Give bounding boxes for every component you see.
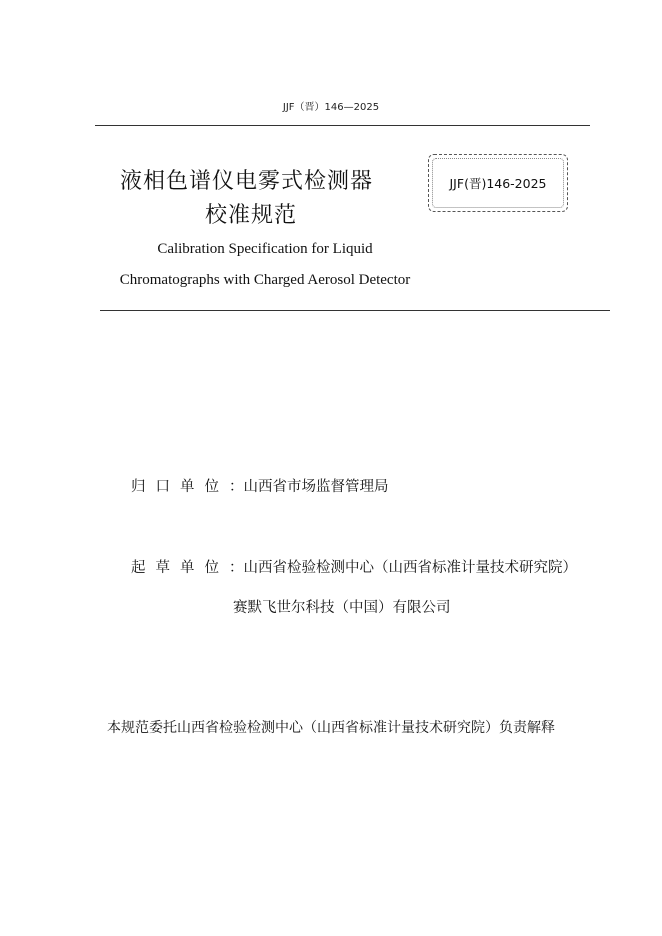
title-divider [100, 310, 610, 311]
responsible-unit-separator: ： [229, 479, 244, 495]
title-chinese-line-1: 液相色谱仪电雾式检测器 [120, 169, 374, 194]
drafting-unit-label: 起草单位 [131, 560, 229, 576]
interpretation-note: 本规范委托山西省检验检测中心（山西省标准计量技术研究院）负责解释 [107, 720, 555, 736]
title-english-line-1: Calibration Specification for Liquid [157, 241, 373, 257]
drafting-unit-value-1: 山西省检验检测中心（山西省标准计量技术研究院） [243, 560, 577, 576]
responsible-unit-row [131, 475, 389, 496]
title-english-line-2: Chromatographs with Charged Aerosol Detector [119, 272, 411, 288]
drafting-unit-separator: ： [229, 560, 244, 576]
standard-code-box [428, 154, 568, 212]
responsible-unit-label: 归口单位 [131, 479, 229, 495]
drafting-unit-row [131, 556, 577, 577]
standard-code-box-text: JJF(晋)146-2025 [449, 176, 547, 191]
drafting-unit-value-2: 赛默飞世尔科技（中国）有限公司 [233, 600, 451, 616]
top-divider [95, 125, 590, 126]
responsible-unit-value: 山西省市场监督管理局 [243, 479, 389, 495]
header-standard-code: JJF（晋）146—2025 [282, 102, 380, 113]
title-chinese-line-2: 校准规范 [205, 203, 298, 228]
